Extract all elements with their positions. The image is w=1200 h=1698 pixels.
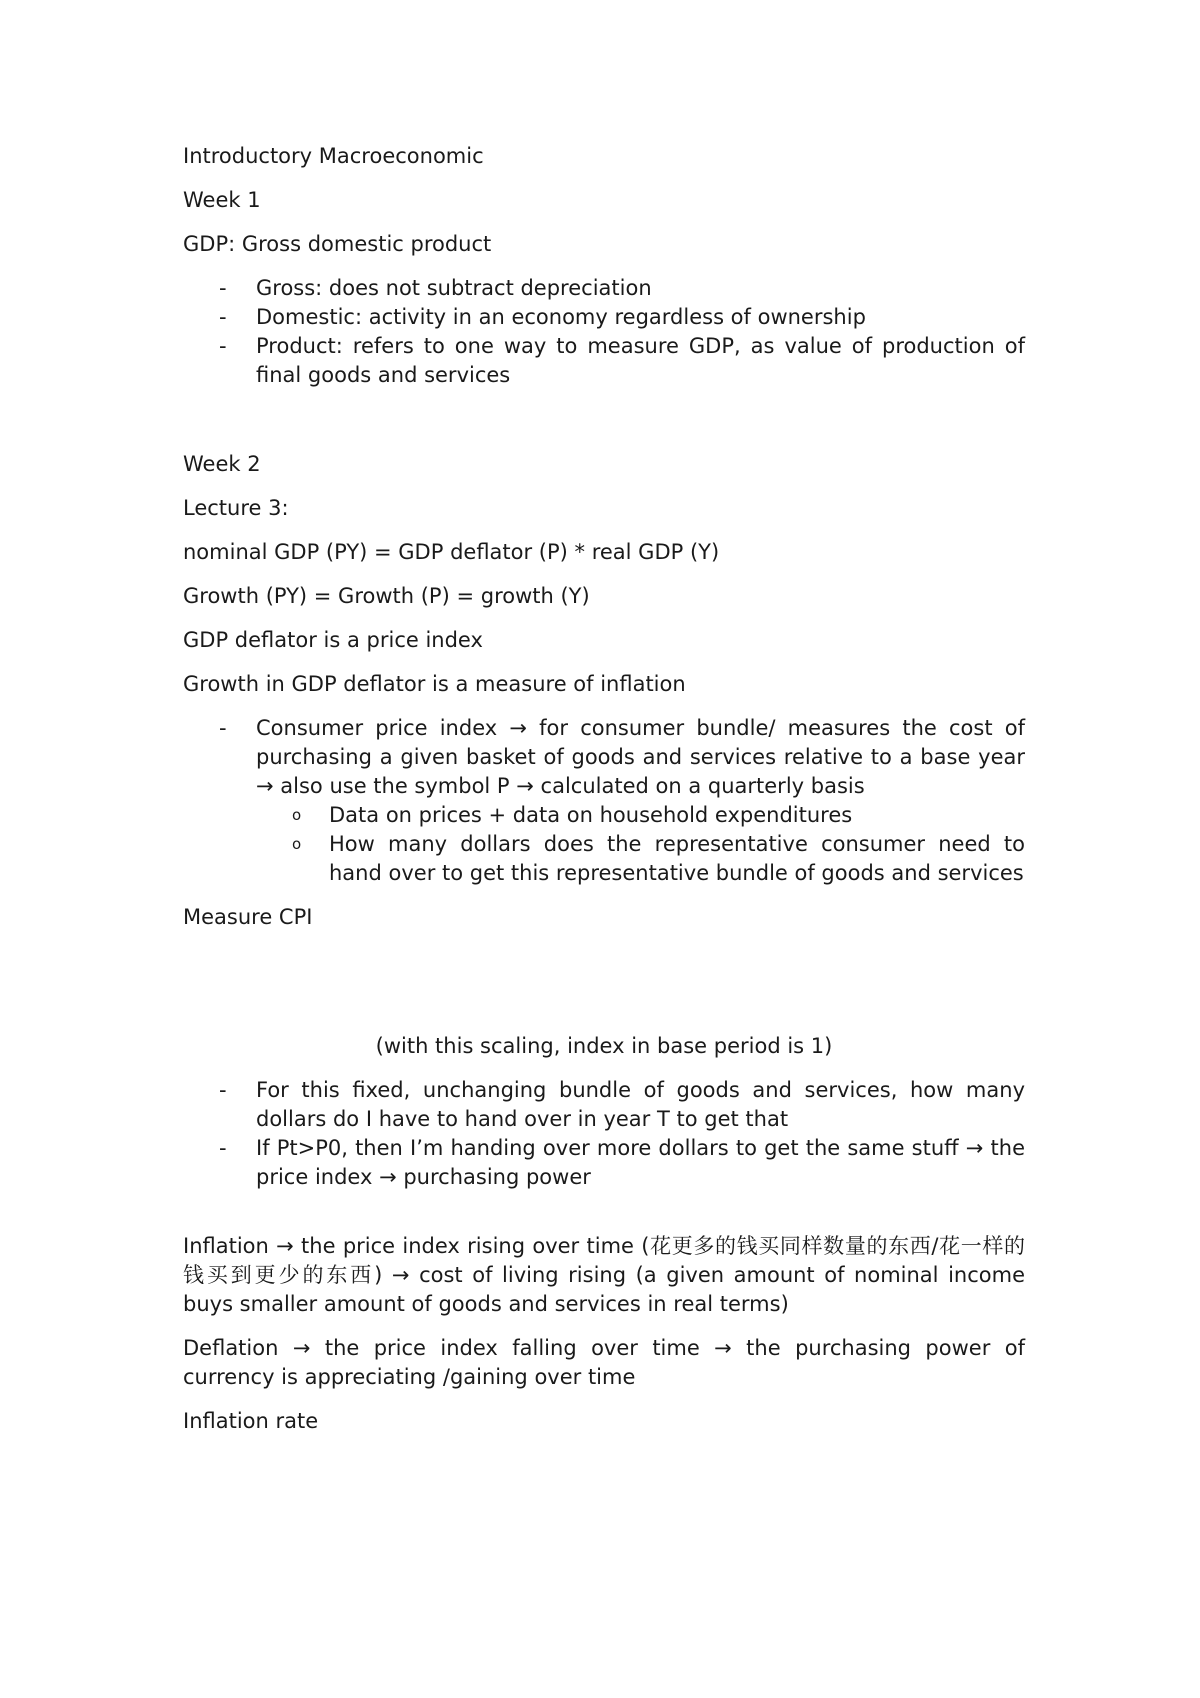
heading-lecture-3: Lecture 3: bbox=[183, 496, 289, 520]
list-item-text: Domestic: activity in an economy regardless of ownership bbox=[256, 305, 866, 329]
dash-marker: - bbox=[219, 716, 227, 740]
circle-marker: o bbox=[292, 806, 302, 824]
list-item bbox=[183, 332, 1025, 390]
heading-inflation-rate: Inflation rate bbox=[183, 1409, 319, 1433]
list-item bbox=[183, 1134, 1025, 1192]
fixed-bundle-bullet-list bbox=[183, 1076, 1025, 1192]
dash-marker: - bbox=[219, 276, 227, 300]
document-body bbox=[183, 142, 1025, 1451]
equation-nominal-gdp: nominal GDP (PY) = GDP deflator (P) * real GDP (Y) bbox=[183, 540, 720, 564]
list-item-text: Product: refers to one way to measure GDP, as value of production of final goods and services bbox=[256, 334, 1025, 387]
list-item bbox=[183, 1076, 1025, 1134]
deflation-definition: Deflation → the price index falling over time → the purchasing power of currency is appreciating /gaining over time bbox=[183, 1336, 1025, 1389]
dash-marker: - bbox=[219, 334, 227, 358]
circle-marker: o bbox=[292, 835, 302, 853]
document-title: Introductory Macroeconomic bbox=[183, 144, 484, 168]
sub-list-item-text: Data on prices + data on household expenditures bbox=[329, 803, 853, 827]
inflation-definition: Inflation → the price index rising over time (花更多的钱买同样数量的东西/花一样的钱买到更少的东西) → cost of living rising (a given amount of nominal income buys smaller amount of goods and services in real terms) bbox=[183, 1234, 1025, 1316]
cpi-sub-list bbox=[256, 801, 1025, 888]
heading-week-1: Week 1 bbox=[183, 188, 261, 212]
sub-list-item bbox=[256, 801, 1025, 830]
cpi-bullet-list bbox=[183, 714, 1025, 888]
list-item-text: If Pt>P0, then I’m handing over more dollars to get the same stuff → the price index → purchasing power bbox=[256, 1136, 1025, 1189]
dash-marker: - bbox=[219, 1078, 227, 1102]
deflator-inflation-measure: Growth in GDP deflator is a measure of inflation bbox=[183, 672, 686, 696]
list-item bbox=[183, 303, 1025, 332]
dash-marker: - bbox=[219, 305, 227, 329]
sub-list-item-text: How many dollars does the representative consumer need to hand over to get this representative bundle of goods and services bbox=[329, 832, 1025, 885]
scaling-note: (with this scaling, index in base period is 1) bbox=[375, 1034, 833, 1058]
deflator-price-index: GDP deflator is a price index bbox=[183, 628, 483, 652]
equation-growth: Growth (PY) = Growth (P) = growth (Y) bbox=[183, 584, 590, 608]
heading-measure-cpi: Measure CPI bbox=[183, 905, 313, 929]
gdp-definition: GDP: Gross domestic product bbox=[183, 232, 492, 256]
list-item-text: For this fixed, unchanging bundle of goods and services, how many dollars do I have to hand over in year T to get that bbox=[256, 1078, 1025, 1131]
list-item-text: Consumer price index → for consumer bundle/ measures the cost of purchasing a given basket of goods and services relative to a base year → also use the symbol P → calculated on a quarterly basis bbox=[256, 716, 1025, 798]
list-item bbox=[183, 274, 1025, 303]
sub-list-item bbox=[256, 830, 1025, 888]
dash-marker: - bbox=[219, 1136, 227, 1160]
list-item bbox=[183, 714, 1025, 888]
week1-bullet-list bbox=[183, 274, 1025, 390]
list-item-text: Gross: does not subtract depreciation bbox=[256, 276, 652, 300]
heading-week-2: Week 2 bbox=[183, 452, 261, 476]
